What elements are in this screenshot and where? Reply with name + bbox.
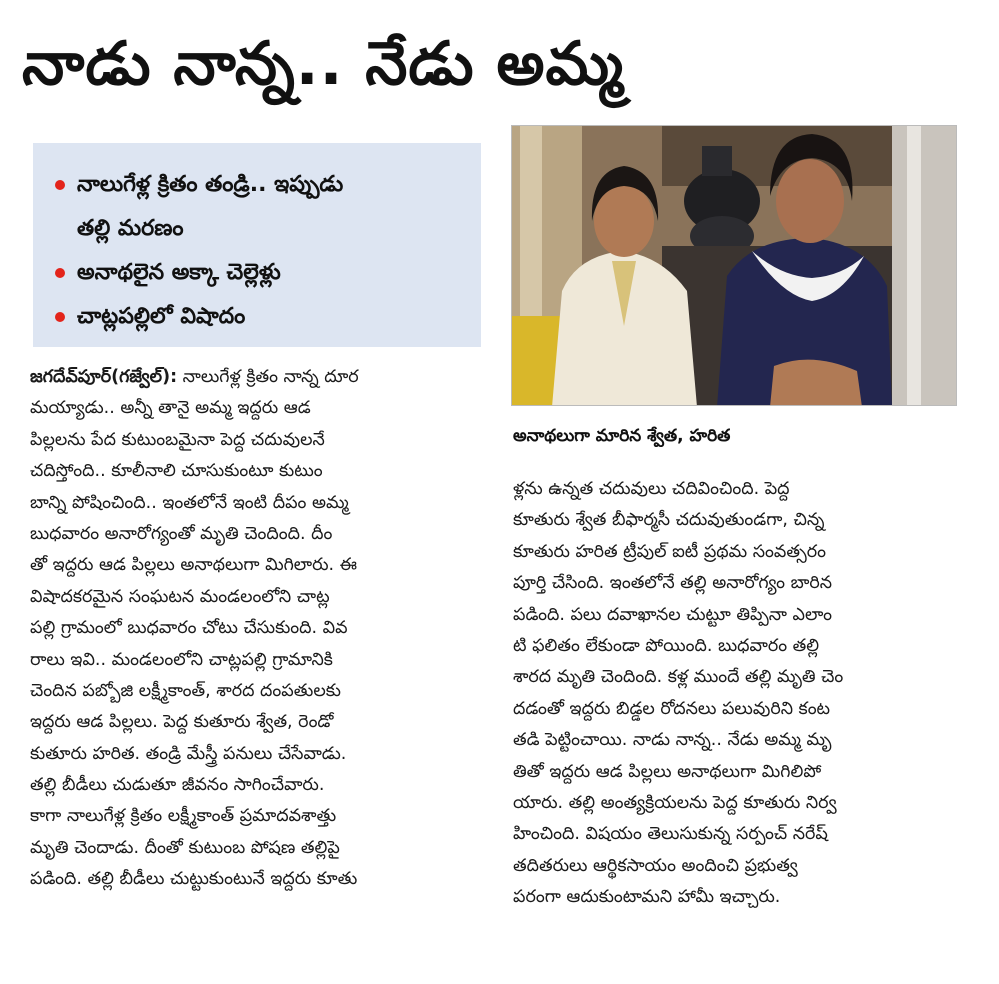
dateline: జగదేవ్‌పూర్(గజ్వేల్): [30,367,178,387]
article-line: చెందిన పబ్బోజి లక్ష్మీకాంత్, శారద దంపతులకు [30,680,341,701]
article-line: తితో ఇద్దరు ఆడ పిల్లలు అనాథలుగా మిగిలిపో [513,761,822,782]
article-column-left [30,362,483,896]
article-line: పడింది. పలు దవాఖానల చుట్టూ తిప్పినా ఎలాం [513,604,832,625]
article-line [30,362,483,393]
highlight-item-continued [53,207,463,251]
article-line: ఇద్దరు ఆడ పిల్లలు. పెద్ద కుతూరు శ్వేత, రెండో [30,712,334,733]
article-line: కుతూరు హరిత. తండ్రి మేస్త్రీ పనులు చేసేవాడు. [30,743,347,764]
article-line: రాలు ఇవి.. మండలంలోని చాట్లపల్లి గ్రామానికి [30,649,333,670]
article-line: తో ఇద్దరు ఆడ పిల్లలు అనాథలుగా మిగిలారు. ఈ [30,555,358,576]
highlight-text: తల్లి మరణం [77,216,184,241]
article-line: తదితరులు ఆర్థికసాయం అందించి ప్రభుత్వ [513,855,798,876]
highlight-item [53,163,463,207]
article-line: బుధవారం అనారోగ్యంతో మృతి చెందింది. దీం [30,523,333,544]
article-line: తడి పెట్టించాయి. నాడు నాన్న.. నేడు అమ్మ మృ [513,730,832,751]
article-line: మయ్యాడు.. అన్నీ తానై అమ్మ ఇద్దరు ఆడ [30,398,311,419]
article-line: పల్లి గ్రామంలో బుధవారం చోటు చేసుకుంది. వివ [30,618,348,639]
article-line: పడింది. తల్లి బీడీలు చుట్టుకుంటునే ఇద్దరు కూతు [30,869,358,890]
headline: నాడు నాన్న.. నేడు అమ్మ [22,29,625,99]
highlight-text: చాట్లపల్లిలో విషాదం [77,304,246,329]
highlight-text: అనాథలైన అక్కా చెల్లెళ్లు [77,260,281,285]
bullet-icon [55,268,65,278]
highlights-box [33,143,481,347]
article-line: కూతురు హరిత ట్రీపుల్ ఐటీ ప్రథమ సంవత్సరం [513,541,826,562]
highlight-item [53,251,463,295]
article-line: పూర్తి చేసింది. ఇంతలోనే తల్లి అనారోగ్యం బారిన [513,573,833,594]
article-line: చదిస్తోంది.. కూలీనాలి చూసుకుంటూ కుటుం [30,461,323,482]
article-line: హించింది. విషయం తెలుసుకున్న సర్పంచ్ నరేష్ [513,824,828,845]
article-line: కూతురు శ్వేత బీఫార్మసీ చదువుతుండగా, చిన్న [513,510,825,531]
article-line: శారద మృతి చెందింది. కళ్ల ముందే తల్లి మృతి చెం [513,667,844,688]
article-line: మృతి చెందాడు. దీంతో కుటుంబ పోషణ తల్లిపై [30,837,340,858]
article-line: విషాదకరమైన సంఘటన మండలంలోని చాట్ల [30,586,330,607]
article-line: బాన్ని పోషించింది.. ఇంతలోనే ఇంటి దీపం అమ్మ [30,492,349,513]
highlight-item [53,295,463,339]
article-line: యారు. తల్లి అంత్యక్రియలను పెద్ద కూతురు నిర్వ [513,792,837,813]
article-line: ళ్లను ఉన్నత చదువులు చదివించింది. పెద్ద [513,479,790,499]
article-text: నాలుగేళ్ల క్రితం నాన్న దూర [182,367,359,387]
highlight-text: నాలుగేళ్ల క్రితం తండ్రి.. ఇప్పుడు [77,172,344,197]
article-line: తల్లి బీడీలు చుడుతూ జీవనం సాగించేవారు. [30,775,325,796]
article-line: పరంగా ఆదుకుంటామని హామీ ఇచ్చారు. [513,887,781,908]
bullet-icon [55,312,65,322]
article-line: దడంతో ఇద్దరు బిడ్డల రోదనలు పలువురిని కంట [513,698,831,719]
bullet-icon [55,180,65,190]
article-line: కాగా నాలుగేళ్ల క్రితం లక్ష్మీకాంత్ ప్రమాదవశాత్తు [30,806,337,827]
news-photo [511,125,957,406]
article-column-right [513,474,957,913]
photo-caption: అనాథలుగా మారిన శ్వేత, హరిత [513,426,731,446]
article-line: టి ఫలితం లేకుండా పోయింది. బుధవారం తల్లి [513,635,820,656]
article-line: పిల్లలను పేద కుటుంబమైనా పెద్ద చదువులనే [30,429,325,450]
photo-illustration [512,126,957,406]
